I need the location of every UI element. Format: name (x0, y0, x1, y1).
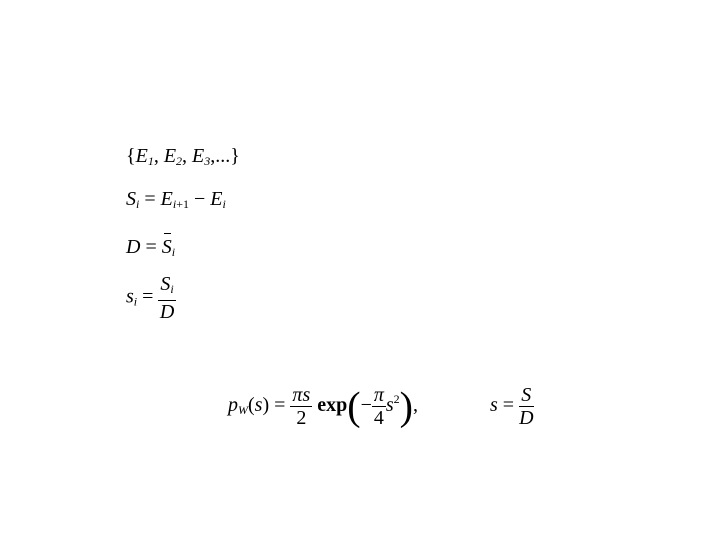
mean-spacing-formula: $D = S_i$ (126, 236, 176, 259)
level-spacing-formula: $S_i = E_{i+1} - E_i$ (126, 188, 226, 211)
energy-levels-formula: {$E_1$, $E_2$, $E_3$,...} (126, 145, 240, 168)
wigner-pdf-formula: $p_W(s)$ = $\frac{\pi s}{2}$ exp(− $\frac{\pi}{4}$ $s^2$), (228, 383, 418, 429)
relative-spacing-definition: s = $\frac{S}{D}$ (490, 384, 534, 429)
relative-spacing-formula: $s_i$ = $\frac{S_i}{D}$ (126, 273, 175, 323)
